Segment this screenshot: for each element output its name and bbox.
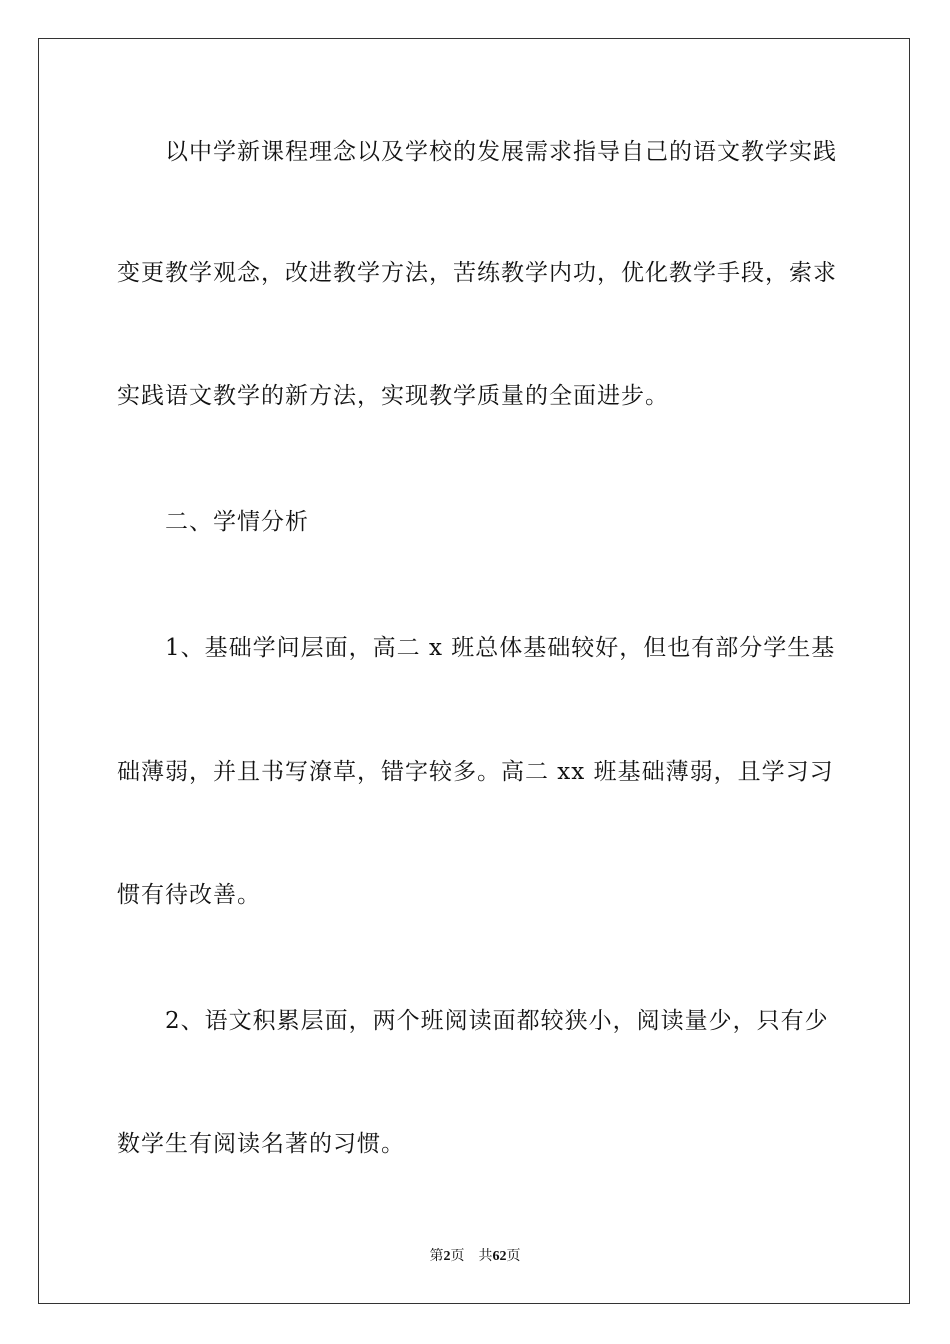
page-prefix: 第 xyxy=(429,1248,444,1264)
paragraph-line-5: 1、基础学问层面，高二 x 班总体基础较好，但也有部分学生基 xyxy=(165,635,836,661)
section-heading: 二、学情分析 xyxy=(165,509,309,535)
paragraph-line-1: 以中学新课程理念以及学校的发展需求指导自己的语文教学实践 xyxy=(165,139,837,165)
page-footer xyxy=(0,1247,950,1266)
paragraph-line-2: 变更教学观念，改进教学方法，苦练教学内功，优化教学手段，索求 xyxy=(117,260,837,286)
page-number: 2 xyxy=(443,1249,451,1264)
total-prefix: 共 xyxy=(478,1248,493,1264)
paragraph-line-6: 础薄弱，并且书写潦草，错字较多。高二 xx 班基础薄弱，且学习习 xyxy=(117,759,834,785)
paragraph-line-9: 数学生有阅读名著的习惯。 xyxy=(117,1131,405,1157)
total-pages: 62 xyxy=(492,1249,507,1264)
page-border xyxy=(38,38,910,1304)
paragraph-line-7: 惯有待改善。 xyxy=(117,882,261,908)
page-suffix: 页 xyxy=(450,1248,465,1264)
paragraph-line-3: 实践语文教学的新方法，实现教学质量的全面进步。 xyxy=(117,383,669,409)
paragraph-line-8: 2、语文积累层面，两个班阅读面都较狭小，阅读量少，只有少 xyxy=(165,1008,829,1034)
total-suffix: 页 xyxy=(506,1248,521,1264)
